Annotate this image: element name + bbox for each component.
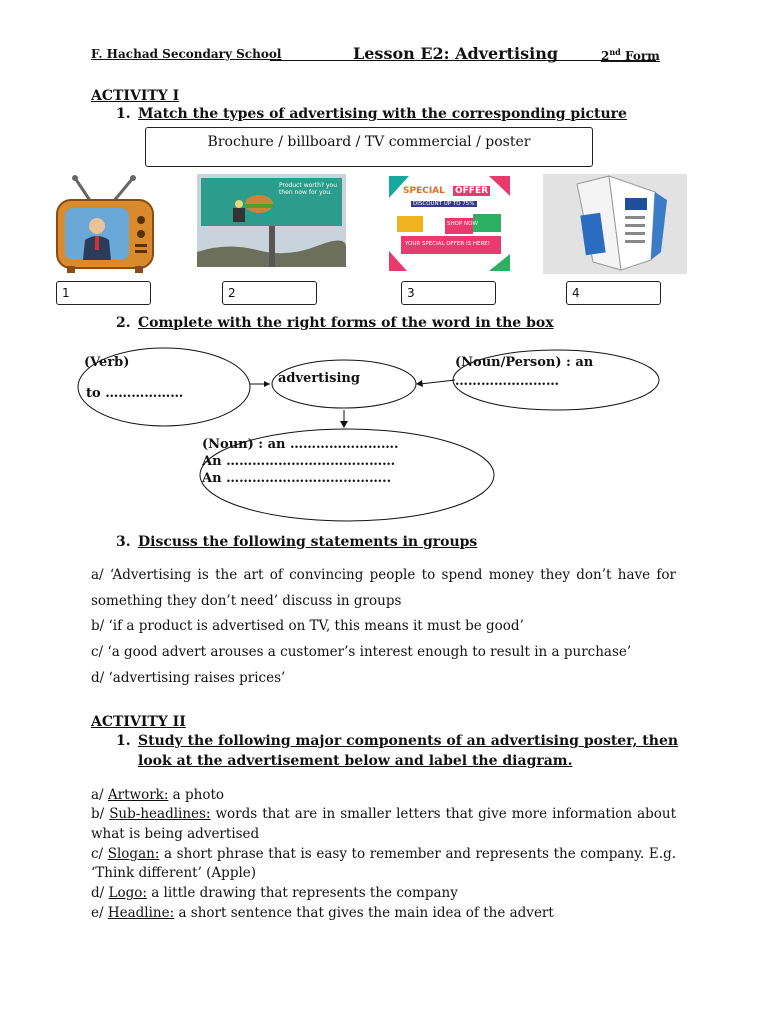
lesson-title: Lesson E2: Advertising	[353, 44, 559, 63]
activity-2-title: ACTIVITY II	[91, 714, 186, 730]
statement-b: b/ ‘if a product is advertised on TV, this means it must be good’	[91, 618, 524, 634]
person-blank[interactable]: ……………………	[455, 374, 559, 389]
form-label: 2nd Form	[601, 47, 660, 63]
noun-blank-2[interactable]: An ………………………………..	[202, 471, 392, 486]
component-subheadlines-line-2: what is being advertised	[91, 826, 260, 842]
answer-box-3-label: 3	[407, 286, 415, 300]
noun-blank-1[interactable]: An …………………………………	[202, 454, 396, 469]
answer-box-4-label: 4	[572, 286, 580, 300]
statement-a-line-1: a/ ‘Advertising is the art of convincing people to spend money they don’t have for	[91, 567, 676, 583]
verb-blank[interactable]: to ………………	[86, 386, 184, 401]
question-ii-1-line-1: 1. Study the following major components of an advertising poster, then	[116, 733, 679, 749]
question-ii-1-line-2: look at the advertisement below and label the diagram.	[138, 753, 573, 769]
poster-discount: DISCOUNT UP TO 75%	[413, 201, 475, 207]
verb-label: (Verb)	[84, 355, 130, 370]
billboard-text: Product worth? you then now for you.	[279, 182, 338, 196]
arrow-right	[420, 380, 455, 384]
statement-a-line-2: something they don’t need’ discuss in groups	[91, 593, 402, 609]
person-label: (Noun/Person) : an	[455, 355, 594, 370]
statement-c: c/ ‘a good advert arouses a customer’s interest enough to result in a purchase’	[91, 644, 632, 660]
poster-offer: OFFER	[455, 186, 489, 196]
activity-1-title: ACTIVITY I	[91, 88, 180, 104]
word-box-text: Brochure / billboard / TV commercial / poster	[207, 134, 531, 150]
component-headline: e/ Headline: a short sentence that gives the main idea of the advert	[91, 905, 554, 921]
component-slogan-line-2: ‘Think different’ (Apple)	[91, 865, 257, 881]
question-3: 3. Discuss the following statements in groups	[116, 534, 478, 550]
component-logo: d/ Logo: a little drawing that represents the company	[91, 885, 458, 901]
school-name: F. Hachad Secondary School	[91, 47, 282, 61]
component-artwork: a/ Artwork: a photo	[91, 787, 225, 803]
answer-box-2-label: 2	[228, 286, 236, 300]
question-2: 2. Complete with the right forms of the word in the box	[116, 315, 554, 331]
question-1: 1. Match the types of advertising with the corresponding picture	[116, 106, 627, 122]
poster-special: SPECIAL	[403, 186, 445, 196]
component-subheadlines: b/ Sub-headlines: words that are in smaller letters that give more information about	[91, 806, 677, 822]
poster-offer-line: YOUR SPECIAL OFFER IS HERE!	[405, 241, 490, 247]
center-word: advertising	[278, 371, 360, 386]
component-slogan: c/ Slogan: a short phrase that is easy to remember and represents the company. E.g.	[91, 846, 676, 862]
answer-box-1-label: 1	[62, 286, 70, 300]
noun-label[interactable]: (Noun) : an …………………….	[202, 437, 399, 452]
statement-d: d/ ‘advertising raises prices’	[91, 670, 286, 686]
poster-shop-now: SHOP NOW	[447, 221, 478, 227]
